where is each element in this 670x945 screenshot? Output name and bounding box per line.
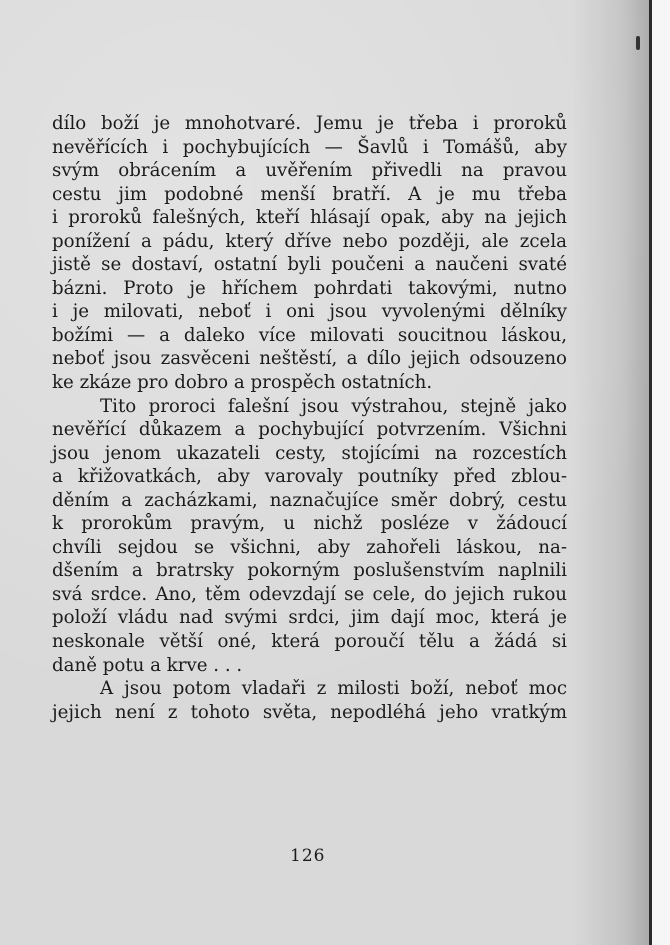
text-line: i proroků falešných, kteří hlásají opak, aby na jejich xyxy=(52,207,567,229)
paragraph-3 xyxy=(52,677,567,724)
text-line: neboť jsou zasvěceni neštěstí, a dílo jejich odsouzeno xyxy=(52,348,567,370)
text-line: a křižovatkách, aby varovaly poutníky před zblou- xyxy=(52,466,567,488)
text-line: neskonale větší oné, která poroučí tělu a žádá si xyxy=(52,631,567,653)
text-line: svá srdce. Ano, těm odevzdají se cele, do jejich rukou xyxy=(52,583,567,605)
text-line: položí vládu nad svými srdci, jim dají moc, která je xyxy=(52,607,567,629)
text-line: svým obrácením a uvěřením přivedli na pravou xyxy=(52,160,567,182)
paragraph-1 xyxy=(52,112,567,395)
text-line: dílo boží je mnohotvaré. Jemu je třeba i proroků xyxy=(52,113,567,134)
text-line: A jsou potom vladaři z milosti boží, neboť moc xyxy=(100,678,567,700)
text-line: bázni. Proto je hříchem pohrdati takovými, nutno xyxy=(52,277,567,299)
text-line: nevěřících i pochybujících — Šavlů i Tomášů, aby xyxy=(52,136,567,158)
paper-blemish xyxy=(636,36,640,50)
page-number: 126 xyxy=(290,846,326,866)
text-line: dšením a bratrsky pokorným poslušenstvím naplnili xyxy=(52,560,567,582)
text-line: daně potu a krve . . . xyxy=(52,654,243,676)
text-line: nevěřící důkazem a pochybující potvrzením. Všichni xyxy=(52,419,567,441)
text-line: děním a zacházkami, naznačujíce směr dobrý, cestu xyxy=(52,489,567,511)
paragraph-2 xyxy=(52,395,567,678)
text-line: cestu jim podobné menší bratří. A je mu třeba xyxy=(52,183,567,205)
text-line: jejich není z tohoto světa, nepodléhá jeho vratkým xyxy=(52,701,567,723)
text-line: ke zkáze pro dobro a prospěch ostatních. xyxy=(52,372,433,394)
body-text xyxy=(52,112,567,724)
text-line: jistě se dostaví, ostatní byli poučeni a naučeni svaté xyxy=(52,254,567,276)
text-line: Tito proroci falešní jsou výstrahou, stejně jako xyxy=(100,395,567,417)
adjacent-page-margin xyxy=(652,0,670,945)
text-line: chvíli sejdou se všichni, aby zahořeli láskou, na- xyxy=(52,536,567,558)
text-line: k prorokům pravým, u nichž posléze v žádoucí xyxy=(52,513,567,535)
text-line: božími — a daleko více milovati soucitnou láskou, xyxy=(52,324,567,346)
text-line: ponížení a pádu, který dříve nebo později, ale zcela xyxy=(52,230,567,252)
text-line: jsou jenom ukazateli cesty, stojícími na rozcestích xyxy=(52,442,567,464)
text-line: i je milovati, neboť i oni jsou vyvolenými dělníky xyxy=(52,301,567,323)
